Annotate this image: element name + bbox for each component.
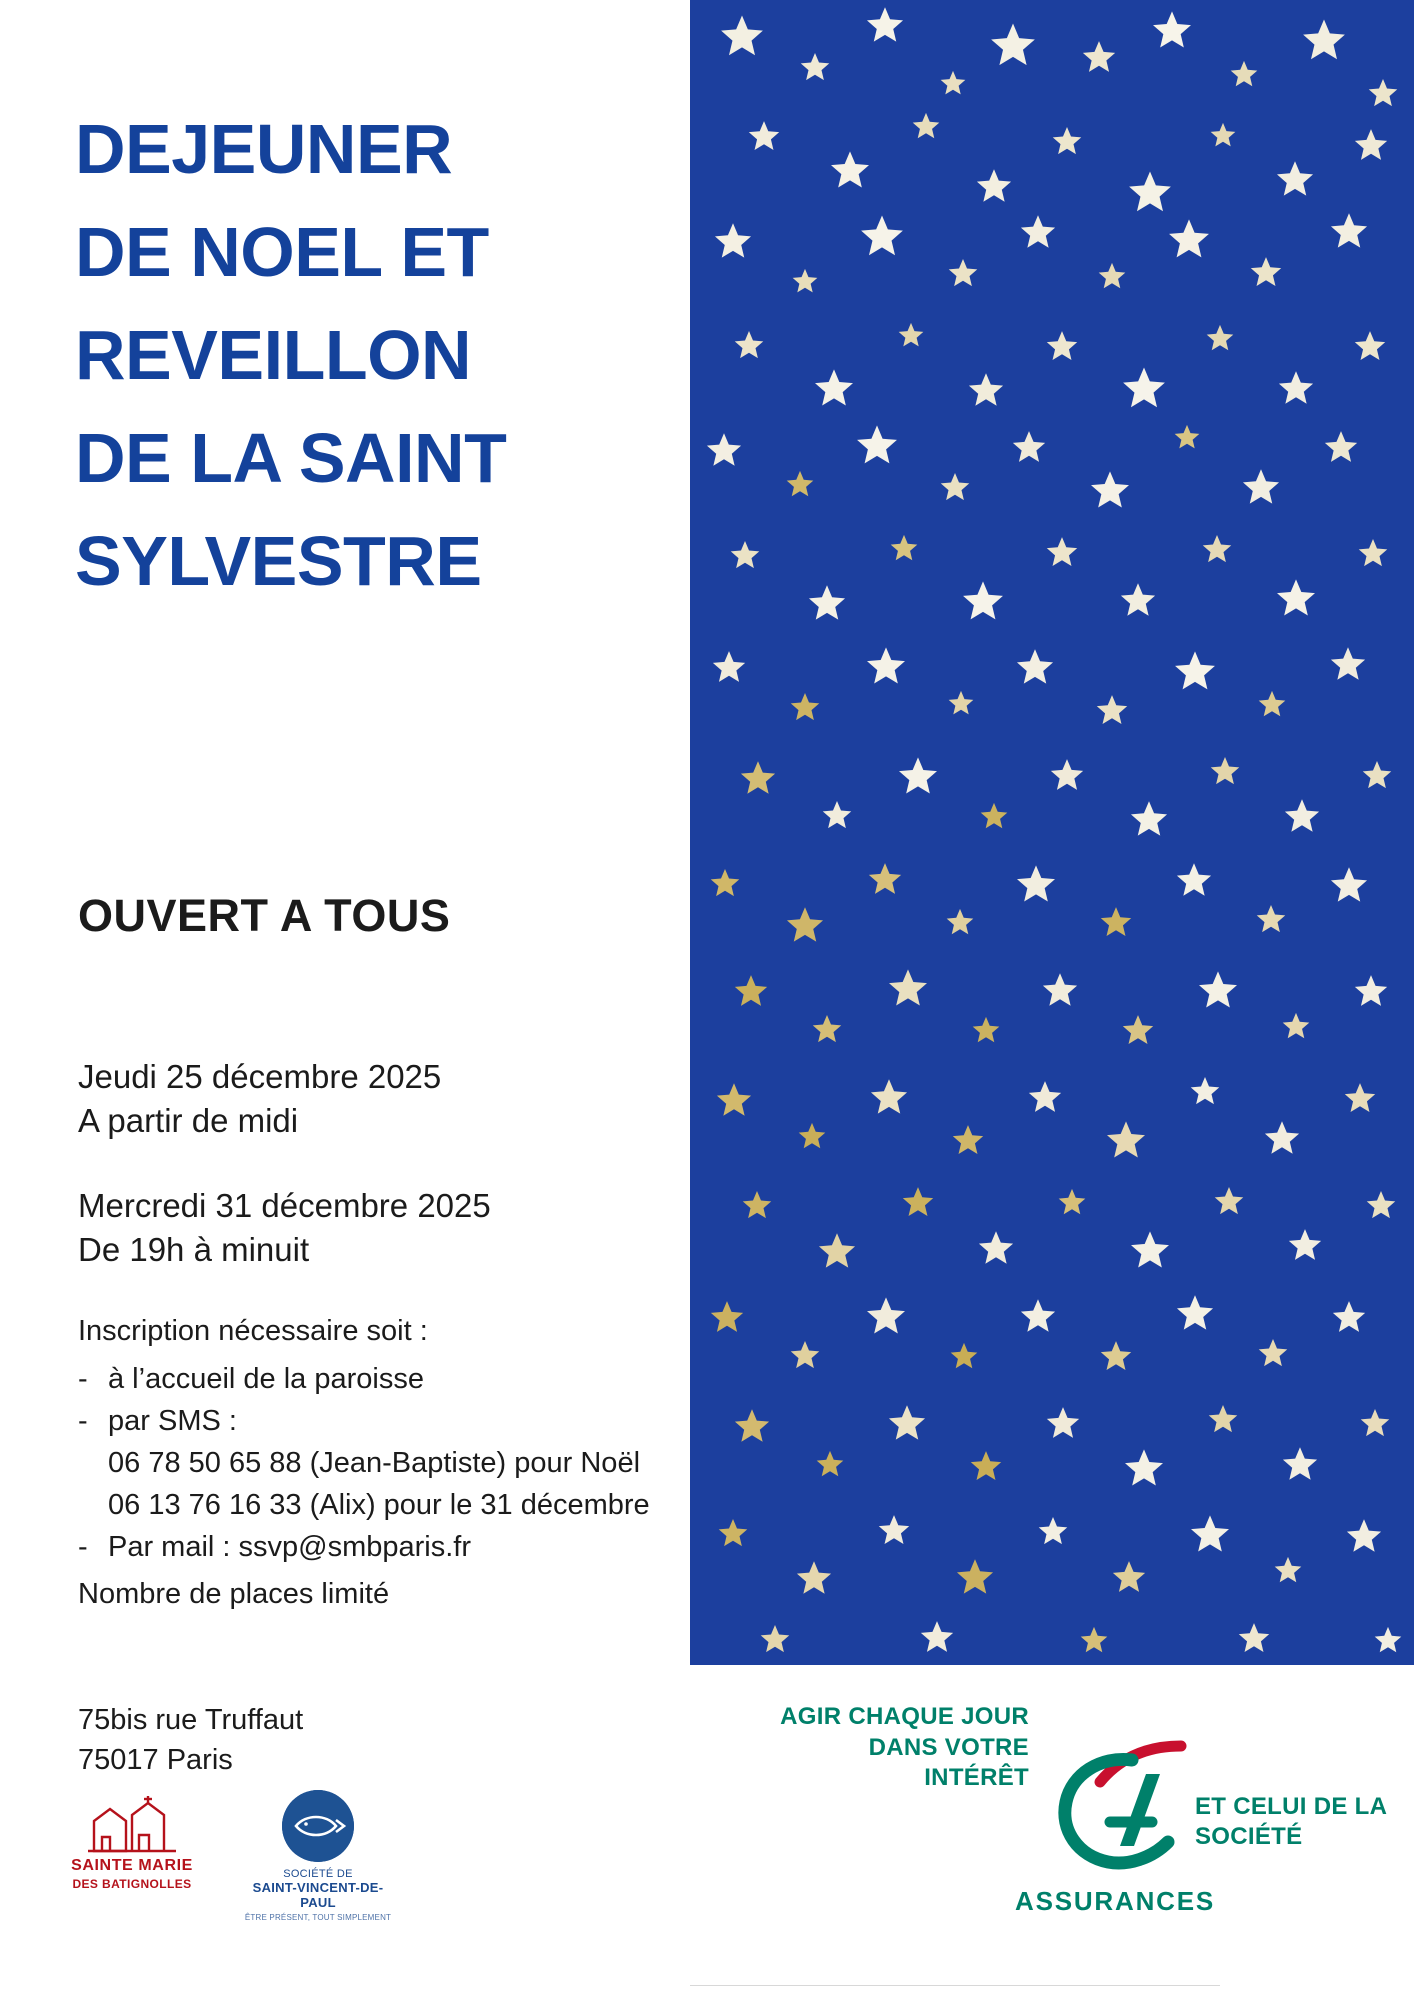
registration-item-sms bbox=[78, 1400, 698, 1442]
headline-line-1: DEJEUNER bbox=[75, 110, 453, 188]
event-date-christmas-day: Jeudi 25 décembre 2025 bbox=[78, 1058, 442, 1095]
address bbox=[78, 1700, 303, 1780]
address-line-1: 75bis rue Truffaut bbox=[78, 1704, 304, 1736]
sponsor-block bbox=[690, 1700, 1414, 1930]
bullet-dash: - bbox=[78, 1363, 88, 1396]
registration-title: Inscription nécessaire soit : bbox=[78, 1315, 428, 1347]
sponsor-slogan-top-line-1: AGIR CHAQUE JOUR bbox=[780, 1703, 1029, 1730]
registration-phone-newyear: 06 13 76 16 33 (Alix) pour le 31 décembre bbox=[108, 1489, 650, 1522]
bottom-divider bbox=[690, 1985, 1220, 1986]
fish-icon bbox=[282, 1790, 354, 1862]
headline-line-4: DE LA SAINT bbox=[75, 418, 507, 497]
page-title bbox=[75, 98, 675, 612]
sponsor-slogan-top bbox=[780, 1702, 1029, 1794]
registration-item-welcome-desk-text: à l’accueil de la paroisse bbox=[108, 1363, 424, 1396]
parish-logo-subtitle: DES BATIGNOLLES bbox=[72, 1877, 192, 1891]
event-date-newyear bbox=[78, 1184, 678, 1271]
sponsor-slogan-right bbox=[1195, 1792, 1387, 1852]
registration-item-mail-text: Par mail : ssvp@smbparis.fr bbox=[108, 1531, 472, 1564]
event-date-newyear-time: De 19h à minuit bbox=[78, 1230, 310, 1268]
sponsor-slogan-right-line-1: ET CELUI DE LA bbox=[1195, 1793, 1388, 1820]
registration-info bbox=[78, 1310, 698, 1568]
stars-illustration bbox=[690, 0, 1414, 1665]
address-line-2: 75017 Paris bbox=[78, 1744, 233, 1777]
event-date-christmas-time: A partir de midi bbox=[78, 1101, 299, 1139]
poster-left-column bbox=[0, 0, 690, 2000]
headline-line-2: DE NOEL ET bbox=[75, 212, 489, 291]
ssvp-logo-line-1: SOCIÉTÉ DE bbox=[283, 1868, 353, 1880]
sponsor-slogan-top-line-3: INTÉRÊT bbox=[924, 1764, 1029, 1792]
event-dates bbox=[78, 1055, 678, 1313]
registration-item-sms-text: par SMS : bbox=[108, 1405, 237, 1438]
sponsor-product-label: ASSURANCES bbox=[1015, 1886, 1216, 1916]
event-date-newyear-day: Mercredi 31 décembre 2025 bbox=[78, 1187, 491, 1225]
ssvp-logo bbox=[238, 1790, 398, 1922]
parish-logo-name: SAINTE MARIE bbox=[71, 1857, 193, 1874]
credit-agricole-logo-icon bbox=[1048, 1730, 1198, 1880]
registration-item-mail bbox=[78, 1526, 698, 1568]
sponsor-slogan-right-line-2: SOCIÉTÉ bbox=[1195, 1823, 1303, 1850]
sponsor-slogan-top-line-2: DANS VOTRE bbox=[868, 1733, 1029, 1761]
bullet-dash: - bbox=[78, 1531, 88, 1564]
stars-image bbox=[690, 0, 1414, 1665]
bullet-dash: - bbox=[78, 1405, 88, 1438]
poster-right-column bbox=[690, 0, 1414, 2000]
subheading: OUVERT A TOUS bbox=[78, 890, 451, 941]
ssvp-logo-tagline: ÊTRE PRÉSENT, TOUT SIMPLEMENT bbox=[244, 1913, 392, 1922]
limited-places-note: Nombre de places limité bbox=[78, 1578, 390, 1610]
parish-logo bbox=[62, 1795, 202, 1893]
church-icon bbox=[62, 1795, 202, 1857]
event-date-christmas bbox=[78, 1055, 678, 1142]
headline-line-5: SYLVESTRE bbox=[75, 521, 482, 600]
headline-line-3: REVEILLON bbox=[75, 315, 472, 394]
registration-phone-christmas: 06 78 50 65 88 (Jean-Baptiste) pour Noël bbox=[108, 1447, 641, 1480]
registration-item-welcome-desk bbox=[78, 1358, 698, 1400]
ssvp-logo-line-2: SAINT-VINCENT-DE-PAUL bbox=[252, 1880, 384, 1910]
